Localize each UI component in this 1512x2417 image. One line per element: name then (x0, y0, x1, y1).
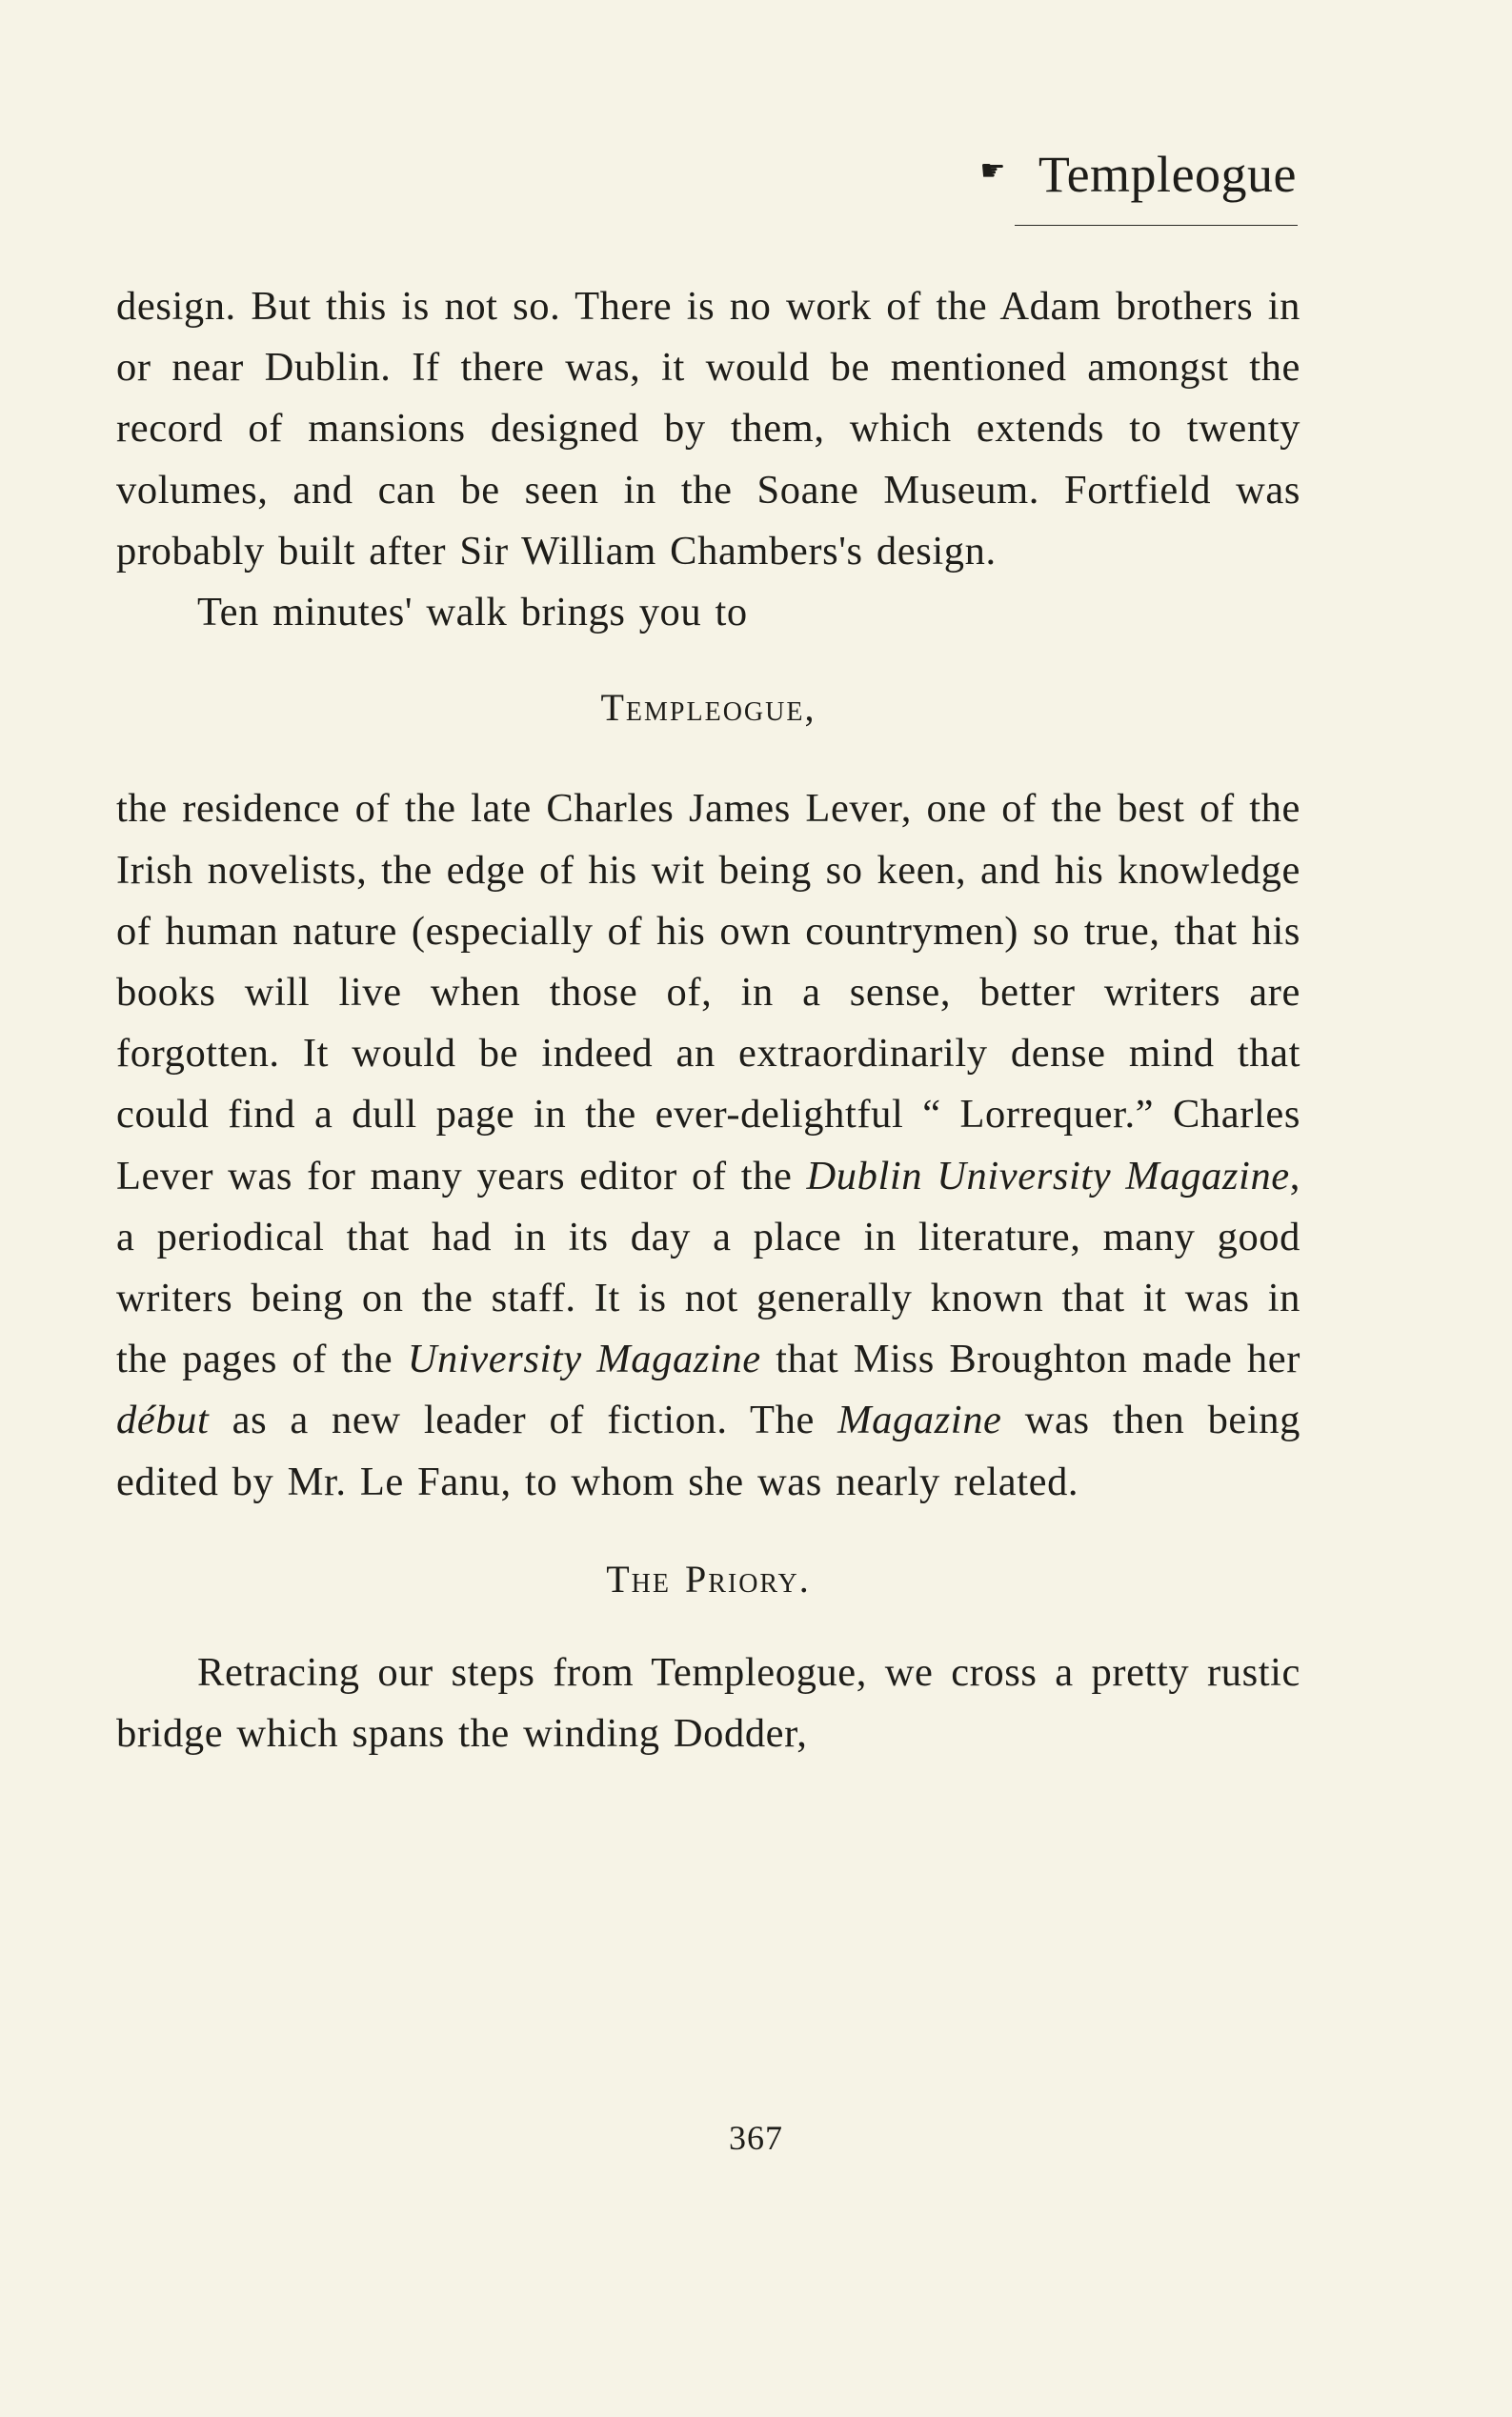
running-head-rule (1015, 225, 1298, 226)
pointing-hand-icon: ☛ (979, 154, 1006, 187)
paragraph-3-text-b: , a periodical that had in its day a place in literature, many good writers being on the staff. It is not generally known that it was in the pages of the (116, 1153, 1300, 1382)
paragraph-4: Retracing our steps from Templeogue, we cross a pretty rustic bridge which spans the winding Dodder, (116, 1650, 1300, 1757)
running-head-title: Templeogue (1038, 146, 1297, 203)
paragraph-3-text-d: as a new leader of fiction. The (209, 1398, 838, 1443)
paragraph-1: design. But this is not so. There is no work of the Adam brothers in or near Dublin. If there was, it would be mentioned amongst the record of mansions designed by them, which extends to twenty volumes, and can be seen in the Soane Museum. Fortfield was probably built after Sir William Chambers's design. (116, 284, 1300, 574)
magazine-title-dublin-university: Dublin University Magazine (806, 1153, 1290, 1198)
running-head (979, 145, 1297, 204)
paragraph-3 (116, 778, 1300, 1512)
section-heading-templeogue: Templeogue, (600, 686, 816, 730)
body-text (116, 276, 1300, 1764)
section-heading-priory: The Priory. (606, 1557, 811, 1601)
paragraph-3-text-c: that Miss Broughton made her (760, 1337, 1300, 1382)
magazine-word: Magazine (837, 1398, 1002, 1443)
magazine-title-university: University Magazine (407, 1337, 761, 1382)
paragraph-2: Ten minutes' walk brings you to (197, 590, 748, 635)
paragraph-3-text-a: the residence of the late Charles James Lever, one of the best of the Irish novelists, the edge of his wit being so keen, and his knowledge of human nature (especially of his own countrymen) so true, that his books will live when those of, in a sense, better writers are forgotten. It would be indeed an extraordinarily dense mind that could find a dull page in the ever-delightful “ Lorrequer.” Charles Lever was for many years editor of the (116, 786, 1300, 1198)
page-number: 367 (729, 2119, 783, 2157)
paragraph-3-text-e: was then being edited by Mr. Le Fanu, to whom she was nearly related. (116, 1398, 1300, 1504)
debut-word: début (116, 1398, 210, 1443)
